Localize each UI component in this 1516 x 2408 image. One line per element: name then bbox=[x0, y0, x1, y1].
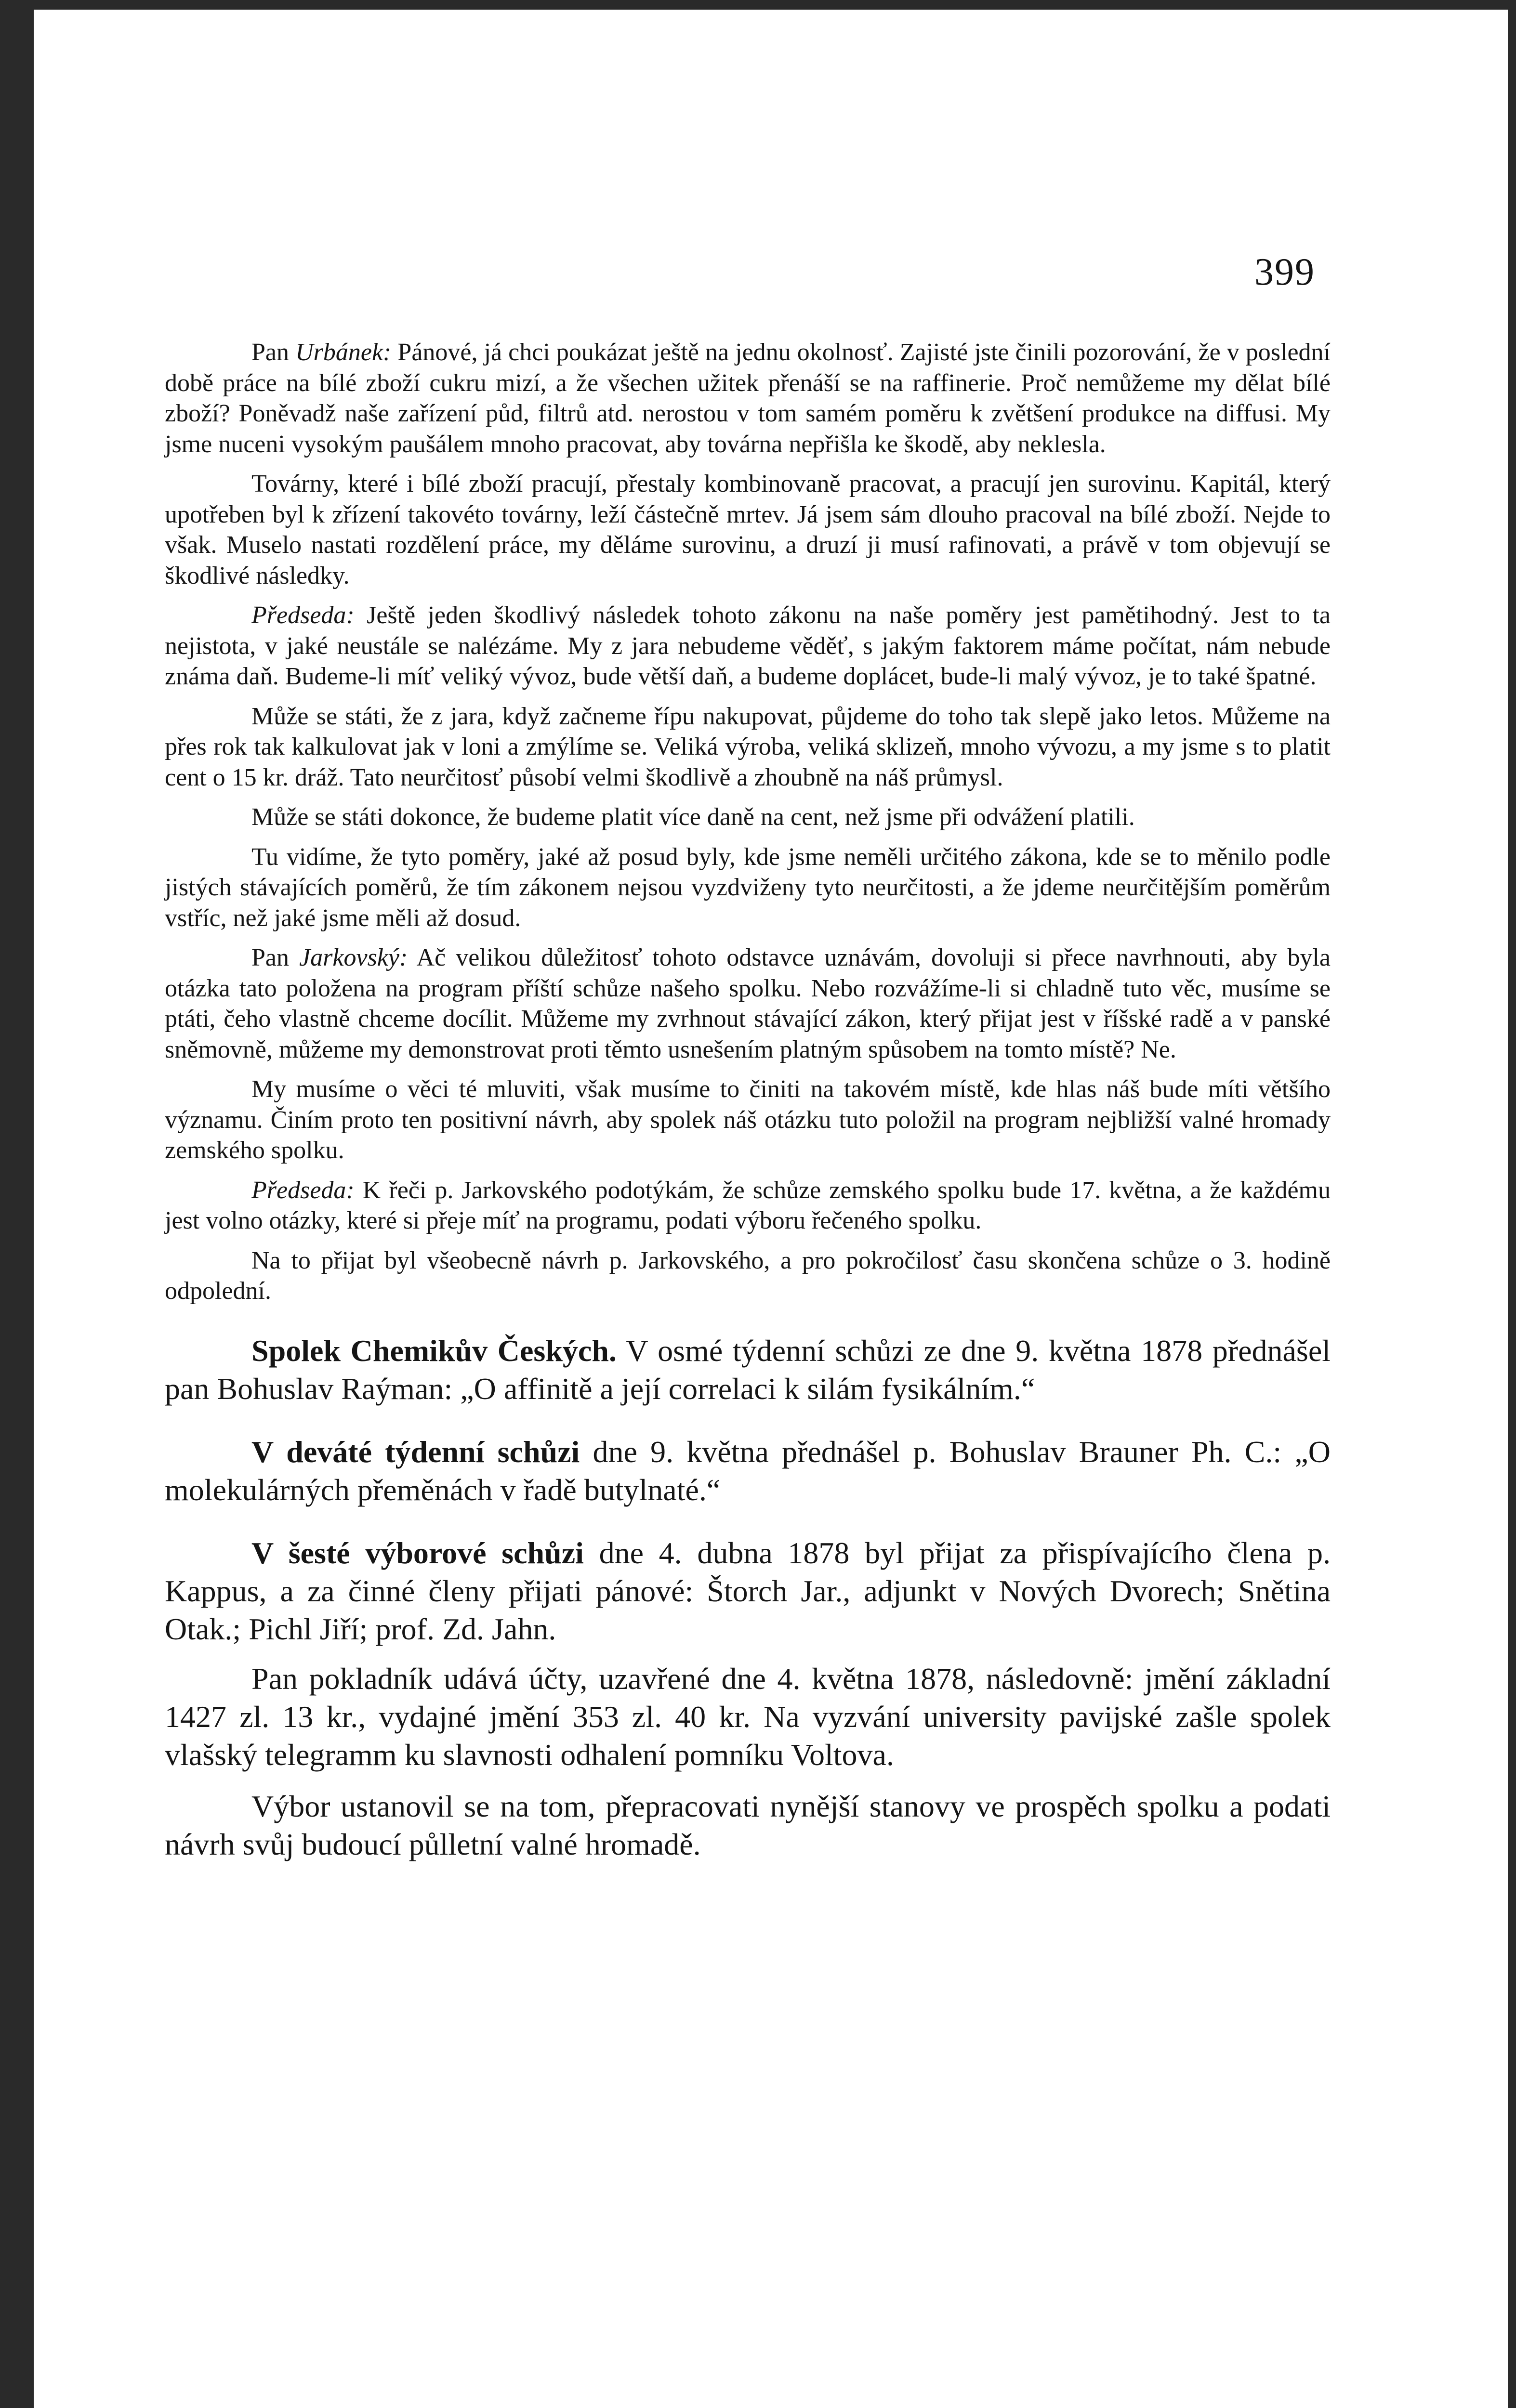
paragraph-text: Může se státi, že z jara, když začneme řípu nakupovat, půjdeme do toho tak slepě jako letos. Můžeme na přes rok tak kalkulovat jak v loni a zmýlíme se. Veliká výroba, veliká sklizeň, mnoho vývozu, a my jsme s to platit cent o 15 kr. dráž. Tato neurčitosť působí velmi škodlivě a zhoubně na náš průmysl. bbox=[165, 702, 1331, 791]
paragraph bbox=[165, 942, 1331, 1065]
paragraph-text: My musíme o věci té mluviti, však musíme to činiti na takovém místě, kde hlas náš bude míti většího významu. Činím proto ten positivní návrh, aby spolek náš otázku tuto položil na program nejbližší valné hromady zemského spolku. bbox=[165, 1075, 1331, 1164]
paragraph bbox=[165, 701, 1331, 793]
paragraph-text: Na to přijat byl všeobecně návrh p. Jarkovského, a pro pokročilosť času skončena schůze o 3. hodině odpolední. bbox=[165, 1246, 1331, 1305]
paragraph-text: Tu vidíme, že tyto poměry, jaké až posud byly, kde jsme neměli určitého zákona, kde se to měnilo podle jistých stávajících poměrů, že tím zákonem nejsou vyzdviženy tyto neurčitosti, a že jdeme neurčitějším poměrům vstříc, než jaké jsme měli až dosud. bbox=[165, 843, 1331, 932]
paragraph bbox=[165, 600, 1331, 692]
paragraph-text: Pánové, já chci poukázat ještě na jednu okolnosť. Zajisté jste činili pozorování, že v poslední době práce na bílé zboží cukru mizí, a že všechen užitek přenáší se na raffinerie. Proč nemůžeme my dělat bílé zboží? Poněvadž naše zařízení půd, filtrů atd. nerostou v tom samém poměru k zvětšení produkce na diffusi. My jsme nuceni vysokým paušálem mnoho pracovat, aby továrna nepřišla ke škodě, aby neklesla. bbox=[165, 339, 1331, 458]
speaker-name: Urbánek: bbox=[295, 339, 392, 366]
page-body bbox=[165, 337, 1331, 1888]
speaker-name: Předseda: bbox=[251, 602, 355, 629]
document-page bbox=[34, 10, 1508, 2408]
paragraph bbox=[165, 1433, 1331, 1509]
paragraph bbox=[165, 1245, 1331, 1307]
paragraph bbox=[165, 1534, 1331, 1648]
paragraph-text: K řeči p. Jarkovského podotýkám, že schůze zemského spolku bude 17. května, a že každému jest volno otázky, které si přeje míť na programu, podati výboru řečeného spolku. bbox=[165, 1176, 1331, 1234]
speaker-name: Jarkovský: bbox=[299, 944, 408, 971]
paragraph bbox=[165, 802, 1331, 833]
paragraph bbox=[165, 1787, 1331, 1863]
paragraph bbox=[165, 337, 1331, 459]
paragraph-text: V osmé týdenní schůzi ze dne 9. května 1878 přednášel pan Bohuslav Raýman: „O affinitě a její correlaci k silám fysikálním.“ bbox=[165, 1333, 1331, 1406]
paragraph-text: Může se státi dokonce, že budeme platit více daně na cent, než jsme při odvážení platili. bbox=[251, 803, 1135, 831]
paragraph bbox=[165, 842, 1331, 934]
page-number: 399 bbox=[1254, 251, 1315, 293]
speaker-prefix: Pan bbox=[251, 944, 300, 971]
paragraph bbox=[165, 469, 1331, 591]
meeting-minutes bbox=[165, 337, 1331, 1307]
paragraph-text: Výbor ustanovil se na tom, přepracovati nynější stanovy ve prospěch spolku a podati návrh svůj budoucí půlletní valné hromadě. bbox=[165, 1789, 1331, 1861]
section-heading: V deváté týdenní schůzi bbox=[251, 1434, 580, 1469]
paragraph-text: dne 9. května přednášel p. Bohuslav Brauner Ph. C.: „O molekulárných přeměnách v řadě butylnaté.“ bbox=[165, 1434, 1331, 1507]
paragraph bbox=[165, 1332, 1331, 1408]
paragraph-text: Ještě jeden škodlivý následek tohoto zákonu na naše poměry jest pamětihodný. Jest to ta nejistota, v jaké neustále se nalézáme. My z jara nebudeme věděť, s jakým faktorem máme počítat, nám nebude známa daň. Budeme-li míť veliký vývoz, bude větší daň, a budeme doplácet, bude-li malý vývoz, je to také špatné. bbox=[165, 602, 1331, 690]
section-heading: V šesté výborové schůzi bbox=[251, 1535, 584, 1570]
paragraph-text: Pan pokladník udává účty, uzavřené dne 4. května 1878, následovně: jmění základní 1427 zl. 13 kr., vydajné jmění 353 zl. 40 kr. Na vyzvání university pavijské zašle spolek vlašský telegramm ku slavnosti odhalení pomníku Voltova. bbox=[165, 1661, 1331, 1772]
speaker-name: Předseda: bbox=[251, 1176, 355, 1204]
paragraph-text: Továrny, které i bílé zboží pracují, přestaly kombinovaně pracovat, a pracují jen surovinu. Kapitál, který upotřeben byl k zřízení takovéto továrny, leží částečně mrtev. Já jsem sám dlouho pracoval na bílé zboží. Nejde to však. Muselo nastati rozdělení práce, my děláme surovinu, a druzí ji musí rafinovati, a právě v tom objevují se škodlivé následky. bbox=[165, 470, 1331, 589]
section-heading: Spolek Chemikův Českých. bbox=[251, 1333, 617, 1368]
paragraph bbox=[165, 1660, 1331, 1774]
paragraph bbox=[165, 1175, 1331, 1236]
speaker-prefix: Pan bbox=[251, 339, 296, 366]
paragraph-text: dne 4. dubna 1878 byl přijat za přispívajícího člena p. Kappus, a za činné členy přijati pánové: Štorch Jar., adjunkt v Nových Dvorech; Snětina Otak.; Pichl Jiří; prof. Zd. Jahn. bbox=[165, 1535, 1331, 1646]
paragraph-text: Ač velikou důležitosť tohoto odstavce uznávám, dovoluji si přece navrhnouti, aby byla otázka tato položena na program příští schůze našeho spolku. Nebo rozvážíme-li si chladně tuto věc, musíme se ptáti, čeho vlastně chceme docílit. Můžeme my zvrhnout stávající zákon, který přijat jest v říšské radě a v panské sněmovně, můžeme my demonstrovat proti těmto usnešením platným spůsobem na tomto místě? Ne. bbox=[165, 944, 1331, 1063]
paragraph bbox=[165, 1074, 1331, 1166]
society-reports bbox=[165, 1332, 1331, 1863]
